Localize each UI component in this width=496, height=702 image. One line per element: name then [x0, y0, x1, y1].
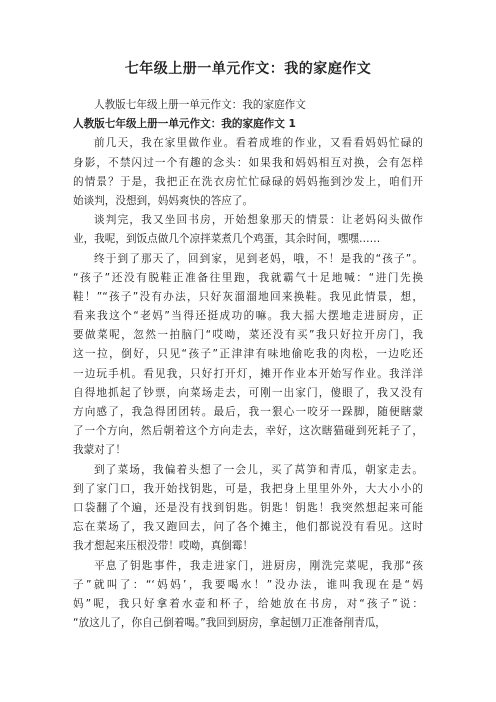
text-line: 我才想起来压根没带！哎呦，真倒霉！ [73, 540, 254, 553]
text-line: 方向感了，我急得团团转。最后，我一狠心一咬牙一跺脚，随便瞎蒙 [73, 406, 423, 418]
text-line: 鞋！”“孩子”没有办法，只好灰溜溜地回来换鞋。我见此情景，想， [73, 290, 423, 303]
text-line: 始谈判，没想到，妈妈爽快的答应了。 [73, 194, 254, 207]
text-line: 忘在菜场了，我又跑回去，问了各个摊主，他们都说没有看见。这时 [73, 521, 423, 534]
text-line: 这一拉，倒好，只见“孩子”正津津有味地偷吃我的肉松，一边吃还 [73, 348, 423, 361]
document-body [73, 96, 423, 633]
text-line: 终于到了那天了，回到家，见到老妈，哦，不！是我的“孩子”。 [94, 252, 423, 265]
text-line: 身影，不禁闪过一个有趣的念头：如果我和妈妈相互对换，会有怎样 [73, 156, 423, 169]
text-line: 的情景？于是，我把正在洗衣房忙忙碌碌的妈妈拖到沙发上，咱们开 [73, 175, 423, 188]
text-line: 自得地抓起了钞票，向菜场走去，可刚一出家门，傻眼了，我又没有 [73, 386, 423, 399]
text-line: “孩子”还没有脱鞋正准备往里跑，我就霸气十足地喊：“进门先换 [73, 271, 423, 284]
text-line: 业，我呢，到饭点做几个凉拌菜煮几个鸡蛋，其余时间，嘿嘿…… [73, 233, 381, 246]
text-line: 到了菜场，我偏着头想了一会儿，买了莴笋和青瓜，朝家走去。 [94, 463, 423, 476]
text-line: 前几天，我在家里做作业。看着成堆的作业，又看看妈妈忙碌的 [94, 137, 423, 150]
text-line: 口袋翻了个遍，还是没有找到钥匙。钥匙！钥匙！我突然想起来可能 [73, 501, 423, 514]
section-heading: 人教版七年级上册一单元作文：我的家庭作文 1 [73, 118, 296, 131]
text-line: 要做菜呢，忽然一拍脑门“哎呦，菜还没有买”我只好拉开房门，我 [73, 329, 423, 342]
document-title: 七年级上册一单元作文：我的家庭作文 [124, 61, 372, 77]
text-line: 了一个方向，然后朝着这个方向走去，幸好，这次瞎猫碰到死耗子了， [73, 425, 423, 438]
paragraph-lines [73, 134, 423, 633]
text-line: 看来我这个“老妈”当得还挺成功的嘛。我大摇大摆地走进厨房，正 [73, 310, 423, 323]
text-line: 一边玩手机。看见我，只好打开灯，摊开作业本开始写作业。我洋洋 [73, 367, 423, 380]
text-line: “放这儿了，你自己倒着喝。”我回到厨房，拿起刨刀正准备削青瓜， [73, 617, 386, 630]
text-line: 我蒙对了！ [73, 444, 126, 457]
text-line: 子”就叫了：“‘妈妈’，我要喝水！”没办法，谁叫我现在是“妈 [73, 578, 423, 591]
document-subtitle: 人教版七年级上册一单元作文：我的家庭作文 [94, 99, 306, 111]
text-line: 谈判完，我又坐回书房，开始想象那天的情景：让老妈闷头做作 [94, 214, 423, 227]
text-line: 平息了钥匙事件，我走进家门，进厨房，刚洗完菜呢，我那“孩 [94, 559, 423, 572]
text-line: 妈”呢，我只好拿着水壶和杯子，给她放在书房，对“孩子”说： [73, 597, 423, 610]
text-line: 到了家门口，我开始找钥匙，可是，我把身上里里外外，大大小小的 [73, 482, 423, 495]
